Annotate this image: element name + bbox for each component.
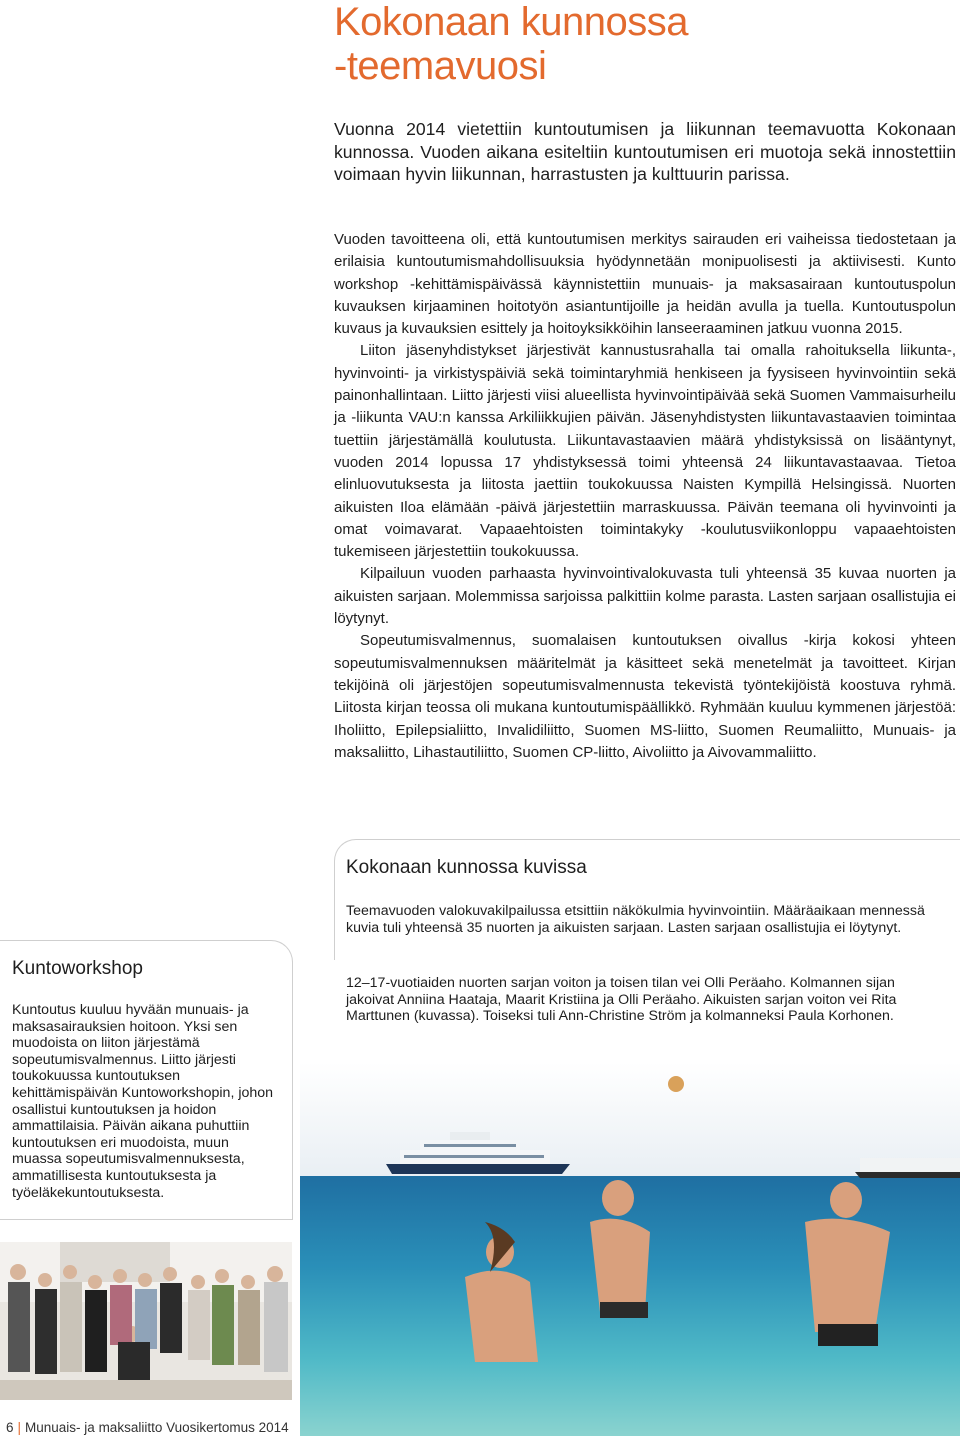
page-title bbox=[334, 0, 688, 88]
footer-separator: | bbox=[17, 1420, 22, 1435]
sidebox-text: Kuntoutus kuuluu hyvään munuais- ja maksasairauksien hoitoon. Yksi sen muodoista on liiton järjestämä sopeutumisvalmennus. Liitto järjesti toukokuussa kuntoutuksen kehittämispäivän Kuntoworkshopin, johon osallistui kuntoutuksen ja hoidon ammattilaisia. Päivän aikana puhuttiin kuntoutuksen eri muodoista, muun muassa sopeutumisvalmennuksesta, ammatillisesta kuntoutuksesta ja työeläkekuntoutuksesta. bbox=[12, 1002, 274, 1201]
body-paragraph: Vuoden tavoitteena oli, että kuntoutumisen merkitys sairauden eri vaiheissa tiedostetaan ja erilaisia kuntoutumismahdollisuuksia hyödynnetään monipuolisesti ja aktiivisesti. Kunto workshop -kehittämispäivässä käynnistettiin munuais- ja maksasairaan kuntoutuspolun kuvauksen kirjaaminen hoitotyön asiantuntijoille ja heidän avulla ja tuella. Kuntoutuspolun kuvaus ja kuvauksien esittely ja hoitoyksikköihin lanseeraaminen jatkuu vuonna 2015. bbox=[334, 231, 956, 338]
sidebox-heading: Kuntoworkshop bbox=[12, 958, 143, 979]
beach-photo bbox=[300, 1062, 960, 1436]
page-number: 6 bbox=[6, 1420, 14, 1435]
group-photo-image bbox=[0, 1242, 292, 1400]
body-text bbox=[334, 229, 956, 764]
publication-name: Munuais- ja maksaliitto Vuosikertomus 2014 bbox=[25, 1420, 289, 1435]
caption-text: 12–17-vuotiaiden nuorten sarjan voiton ja toisen tilan vei Olli Peräaho. Kolmannen sijan jakoivat Anniina Haataja, Maarit Kristiina ja Olli Peräaho. Aikuisten sarjan voiton vei Rita Marttunen (kuvassa). Toiseksi tuli Ann-Christine Ström ja kolmanneksi Paula Korhonen. bbox=[346, 975, 897, 1025]
page-title-line1: Kokonaan kunnossa bbox=[334, 0, 688, 44]
beach-photo-image bbox=[300, 1062, 960, 1436]
body-paragraph: Liiton jäsenyhdistykset järjestivät kannustusrahalla tai omalla rahoituksella liikunta-, hyvinvointi- ja virkistyspäiviä sekä toimintaryhmiä henkiseen ja fyysiseen hyvinvointiin sekä painonhallintaan. Liitto järjesti viisi alueellista hyvinvointipäivää sekä Suomen Vammaisurheilu ja -liikunta VAU:n kanssa Arkiliikkujien päivän. Jäsenyhdistysten liikuntavastaavien toimintaa tuettiin järjestämällä koulutusta. Liikuntavastaavien määrä yhdistyksissä on lisääntynyt, vuoden 2014 lopussa 17 yhdistyksessä toimi yhteensä 24 liikuntavastaavaa. Tietoa elinluovutuksesta ja liitosta jaettiin toukokuussa Naisten Kympillä Helsingissä. Nuorten aikuisten Iloa elämään -päivä järjestettiin marraskuussa. Päivän teemana oli hyvinvointi ja omat voimavarat. Vapaaehtoisten toimintakyky -koulutusviikonloppu vapaaehtoisten tukemiseen järjestettiin toukokuussa. bbox=[334, 342, 956, 561]
page-title-line2: -teemavuosi bbox=[334, 44, 547, 88]
page-footer bbox=[6, 1420, 289, 1435]
caption-text: Teemavuoden valokuvakilpailussa etsittiin näkökulmia hyvinvointiin. Määräaikaan mennessä kuvia tuli yhteensä 35 nuorten ja aikuisten sarjaan. Lasten sarjaan osallistujia ei löytynyt. bbox=[346, 903, 925, 936]
body-paragraph: Sopeutumisvalmennus, suomalaisen kuntoutuksen oivallus -kirja kokosi yhteen sopeutumisvalmennuksen määritelmät ja käsitteet sekä menetelmät ja tavoitteet. Kirjan tekijöinä oli järjestöjen sopeutumisvalmennusta tekevistä työntekijöistä koostuva ryhmä. Liitosta kirjan teossa oli mukana kuntoutumispäällikkö. Ryhmään kuuluu kymmenen järjestöä: Iholiitto, Epilepsialiitto, Invalidiliitto, Suomen MS-liitto, Suomen Reumaliitto, Munuais- ja maksaliitto, Lihastautiliitto, Suomen CP-liitto, Aivoliitto ja Aivovammaliitto. bbox=[334, 632, 956, 761]
body-paragraph: Kilpailuun vuoden parhaasta hyvinvointivalokuvasta tuli yhteensä 35 kuvaa nuorten ja aikuisten sarjaan. Molemmissa sarjoissa palkittiin kolme parasta. Lasten sarjaan osallistujia ei löytynyt. bbox=[334, 565, 956, 628]
group-photo bbox=[0, 1242, 292, 1400]
intro-paragraph: Vuonna 2014 vietettiin kuntoutumisen ja liikunnan teemavuotta Kokonaan kunnossa. Vuoden aikana esiteltiin kuntoutumisen eri muotoja sekä innostettiin voimaan hyvin liikunnan, harrastusten ja kulttuurin parissa. bbox=[334, 119, 956, 184]
caption-box-heading: Kokonaan kunnossa kuvissa bbox=[346, 857, 587, 878]
